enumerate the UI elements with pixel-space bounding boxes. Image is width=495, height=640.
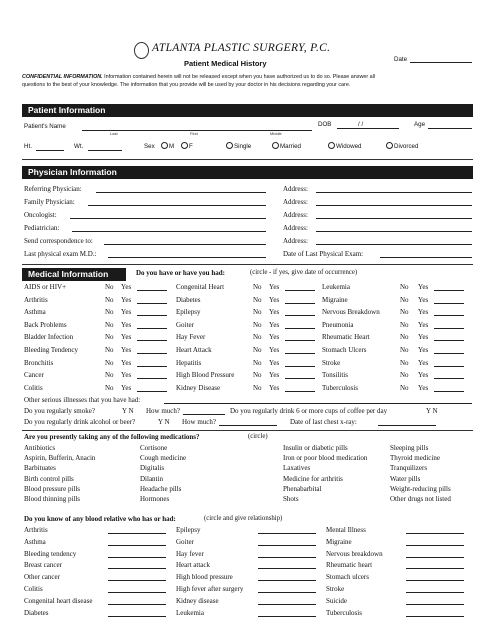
condition-yes-option[interactable]: Yes: [418, 295, 429, 304]
section-divider: [22, 430, 473, 431]
relative-condition-label[interactable]: Bleeding tendency: [24, 549, 77, 558]
weight-label: Wt.: [74, 143, 84, 150]
alcohol-how-much-label: How much?: [182, 418, 217, 426]
condition-date-field[interactable]: [434, 290, 464, 291]
condition-date-field[interactable]: [285, 391, 315, 392]
relationship-field[interactable]: [258, 592, 316, 593]
relative-condition-label[interactable]: Suicide: [326, 596, 347, 605]
medication-item[interactable]: Hormones: [140, 495, 170, 503]
relative-condition-label[interactable]: Leukemia: [176, 608, 204, 617]
relationship-field[interactable]: [108, 533, 166, 534]
condition-yes-option[interactable]: Yes: [121, 320, 132, 329]
smoke-how-much-field[interactable]: [183, 414, 225, 415]
status-widowed-option[interactable]: Widowed: [328, 142, 361, 150]
last-exam-label: Last physical exam M.D.:: [24, 250, 97, 258]
status-married-option[interactable]: Married: [272, 142, 301, 150]
other-illness-label: Other serious illnesses that you have had:: [24, 396, 141, 404]
address-field[interactable]: [316, 205, 472, 206]
relative-condition-label[interactable]: Heart attack: [176, 561, 211, 570]
condition-date-field[interactable]: [137, 328, 167, 329]
form-title: Patient Medical History: [184, 59, 267, 68]
xray-field[interactable]: [378, 425, 436, 426]
condition-label: Bladder Infection: [24, 333, 74, 342]
condition-label: Leukemia: [322, 283, 350, 291]
xray-label: Date of last chest x-ray:: [290, 418, 357, 426]
condition-label: Tonsilitis: [322, 371, 348, 380]
relative-condition-label[interactable]: Stroke: [326, 585, 345, 593]
condition-label: Heart Attack: [176, 346, 212, 354]
date-field[interactable]: [410, 62, 472, 63]
medication-item[interactable]: Cortisone: [140, 444, 168, 452]
relationship-field[interactable]: [108, 604, 166, 605]
height-label: Ht.: [24, 143, 32, 150]
relative-condition-label[interactable]: Rheumatic heart: [326, 561, 373, 570]
condition-yes-option[interactable]: Yes: [269, 358, 280, 367]
medication-item[interactable]: Weight-reducing pills: [390, 484, 451, 493]
condition-label: High Blood Pressure: [176, 371, 235, 380]
oncologist-field[interactable]: [70, 218, 266, 219]
condition-no-option[interactable]: No: [400, 295, 409, 304]
relationship-field[interactable]: [406, 533, 464, 534]
relative-condition-label[interactable]: Asthma: [24, 537, 46, 546]
condition-date-field[interactable]: [137, 290, 167, 291]
condition-yes-option[interactable]: Yes: [269, 383, 280, 392]
medication-item[interactable]: Sleeping pills: [390, 444, 429, 452]
condition-date-field[interactable]: [285, 303, 315, 304]
condition-yes-option[interactable]: Yes: [269, 346, 280, 354]
condition-date-field[interactable]: [285, 290, 315, 291]
condition-label: Migraine: [322, 295, 348, 304]
condition-yes-option[interactable]: Yes: [269, 371, 280, 380]
smoke-yn[interactable]: Y N: [122, 407, 134, 415]
address-field[interactable]: [316, 231, 472, 232]
condition-date-field[interactable]: [434, 328, 464, 329]
condition-no-option[interactable]: No: [253, 283, 262, 291]
relationship-field[interactable]: [258, 604, 316, 605]
medication-item[interactable]: Tranquilizers: [390, 464, 428, 473]
condition-label: AIDS or HIV+: [24, 283, 67, 291]
patient-name-label: Patient's Name: [24, 123, 66, 130]
dob-label: DOB: [318, 121, 332, 128]
send-corr-label: Send correspondence to:: [24, 237, 93, 245]
relationship-field[interactable]: [258, 580, 316, 581]
status-divorced-option[interactable]: Divorced: [386, 142, 418, 150]
family-field[interactable]: [88, 205, 266, 206]
section-divider: [22, 264, 473, 265]
dob-underline: [337, 128, 399, 129]
condition-label: Diabetes: [176, 295, 201, 304]
medication-item[interactable]: Headache pills: [140, 484, 182, 493]
condition-yes-option[interactable]: Yes: [418, 371, 429, 380]
condition-yes-option[interactable]: Yes: [418, 358, 429, 367]
family-label: Family Physician:: [24, 198, 75, 206]
radio-circle-icon: [272, 142, 279, 149]
condition-label: Bronchitis: [24, 358, 54, 367]
condition-date-field[interactable]: [285, 328, 315, 329]
last-exam-field[interactable]: [108, 257, 266, 258]
medication-item[interactable]: Thyroid medicine: [390, 454, 440, 463]
condition-yes-option[interactable]: Yes: [418, 346, 429, 354]
date-label: Date: [394, 56, 408, 63]
address-label: Address:: [283, 211, 308, 219]
alcohol-how-much-field[interactable]: [219, 425, 277, 426]
radio-circle-icon: [161, 142, 168, 149]
relationship-field[interactable]: [406, 580, 464, 581]
condition-no-option[interactable]: No: [400, 371, 409, 380]
medication-item[interactable]: Cough medicine: [140, 454, 187, 463]
relationship-field[interactable]: [258, 533, 316, 534]
medication-item[interactable]: Birth control pills: [24, 474, 74, 483]
condition-no-option[interactable]: No: [253, 358, 262, 367]
relative-condition-label[interactable]: Arthritis: [24, 526, 48, 534]
coffee-yn[interactable]: Y N: [426, 407, 438, 415]
condition-label: Stroke: [322, 358, 341, 367]
condition-no-option[interactable]: No: [400, 358, 409, 367]
condition-no-option[interactable]: No: [400, 308, 409, 317]
medication-item[interactable]: Dilantin: [140, 474, 163, 483]
condition-label: Rheumatic Heart: [322, 333, 370, 342]
age-label: Age: [414, 121, 426, 128]
condition-yes-option[interactable]: Yes: [269, 320, 280, 329]
condition-yes-option[interactable]: Yes: [121, 295, 132, 304]
condition-no-option[interactable]: No: [400, 320, 409, 329]
condition-label: Hepatitis: [176, 358, 202, 367]
condition-yes-option[interactable]: Yes: [418, 308, 429, 317]
medication-item[interactable]: Insulin or diabetic pills: [283, 444, 348, 452]
condition-date-field[interactable]: [434, 366, 464, 367]
condition-date-field[interactable]: [434, 391, 464, 392]
relative-condition-label[interactable]: High blood pressure: [176, 573, 233, 582]
condition-no-option[interactable]: No: [105, 308, 114, 317]
relative-condition-label[interactable]: Nervous breakdown: [326, 549, 383, 558]
medication-item[interactable]: Antibiotics: [24, 444, 56, 452]
patient-section-header: Patient Information: [22, 104, 473, 117]
medication-item[interactable]: Blood thinning pills: [24, 495, 81, 503]
condition-yes-option[interactable]: Yes: [418, 333, 429, 342]
condition-no-option[interactable]: No: [400, 346, 409, 354]
relative-condition-label[interactable]: Tuberculosis: [326, 608, 362, 617]
condition-date-field[interactable]: [434, 303, 464, 304]
condition-no-option[interactable]: No: [105, 371, 114, 380]
relative-condition-label[interactable]: Goiter: [176, 537, 194, 546]
condition-date-field[interactable]: [137, 353, 167, 354]
condition-no-option[interactable]: No: [400, 283, 409, 291]
medication-item[interactable]: Barbituates: [24, 464, 56, 473]
address-label: Address:: [283, 237, 308, 245]
relationship-field[interactable]: [108, 580, 166, 581]
smoke-how-much-label: How much?: [146, 407, 181, 415]
oncologist-label: Oncologist:: [24, 211, 57, 219]
height-field[interactable]: [36, 150, 64, 151]
medical-section-header: Medical Information: [22, 268, 126, 281]
condition-label: Tuberculosis: [322, 383, 358, 392]
confidential-line-2: questions to the best of your knowledge. The information that you provide will be used by your doctor in his decisions regarding your care.: [22, 82, 351, 88]
condition-yes-option[interactable]: Yes: [269, 295, 280, 304]
relationship-field[interactable]: [406, 616, 464, 617]
relationship-field[interactable]: [406, 568, 464, 569]
condition-date-field[interactable]: [285, 378, 315, 379]
sex-male-option[interactable]: M: [161, 142, 174, 150]
condition-yes-option[interactable]: Yes: [418, 383, 429, 392]
condition-yes-option[interactable]: Yes: [269, 283, 280, 291]
condition-yes-option[interactable]: Yes: [121, 308, 132, 317]
condition-no-option[interactable]: No: [253, 383, 262, 392]
condition-yes-option[interactable]: Yes: [418, 320, 429, 329]
condition-no-option[interactable]: No: [105, 358, 114, 367]
condition-label: Goiter: [176, 320, 194, 329]
status-single-option[interactable]: Single: [226, 142, 251, 150]
relative-condition-label[interactable]: Hay fever: [176, 549, 204, 558]
condition-no-option[interactable]: No: [105, 320, 114, 329]
condition-label: Epilepsy: [176, 308, 201, 317]
medication-item[interactable]: Digitalis: [140, 464, 165, 473]
section-divider: [22, 159, 473, 160]
relatives-question: Do you know of any blood relative who has or had:: [24, 515, 176, 523]
condition-label: Back Problems: [24, 320, 67, 329]
relative-condition-label[interactable]: Epilepsy: [176, 526, 201, 534]
relationship-field[interactable]: [406, 592, 464, 593]
relative-condition-label[interactable]: Migraine: [326, 537, 352, 546]
condition-no-option[interactable]: No: [253, 371, 262, 380]
address-label: Address:: [283, 185, 308, 193]
medications-note: (circle): [248, 433, 268, 440]
condition-label: Cancer: [24, 371, 44, 380]
condition-label: Stomach Ulcers: [322, 346, 367, 354]
condition-no-option[interactable]: No: [400, 383, 409, 392]
pediatrician-label: Pediatrician:: [24, 224, 60, 232]
condition-no-option[interactable]: No: [253, 295, 262, 304]
condition-yes-option[interactable]: Yes: [121, 371, 132, 380]
address-field[interactable]: [316, 192, 472, 193]
condition-yes-option[interactable]: Yes: [418, 283, 429, 291]
relative-condition-label[interactable]: Kidney disease: [176, 596, 219, 605]
last-exam-date-field[interactable]: [380, 257, 472, 258]
condition-yes-option[interactable]: Yes: [121, 383, 132, 392]
pediatrician-field[interactable]: [72, 231, 266, 232]
condition-no-option[interactable]: No: [105, 295, 114, 304]
other-illness-field[interactable]: [164, 403, 472, 404]
relative-condition-label[interactable]: Diabetes: [24, 608, 49, 617]
condition-no-option[interactable]: No: [253, 320, 262, 329]
relationship-field[interactable]: [258, 557, 316, 558]
condition-yes-option[interactable]: Yes: [121, 333, 132, 342]
condition-date-field[interactable]: [434, 353, 464, 354]
condition-label: Colitis: [24, 383, 43, 392]
address-field[interactable]: [316, 244, 472, 245]
medication-item[interactable]: Blood pressure pills: [24, 484, 80, 493]
first-name-caption: First: [190, 131, 198, 136]
condition-date-field[interactable]: [434, 378, 464, 379]
dob-field[interactable]: / /: [358, 121, 364, 128]
condition-no-option[interactable]: No: [400, 333, 409, 342]
weight-field[interactable]: [88, 150, 122, 151]
relative-condition-label[interactable]: Stomach ulcers: [326, 573, 369, 582]
medical-question-note: (circle - if yes, give date of occurrence): [250, 269, 358, 276]
condition-yes-option[interactable]: Yes: [121, 283, 132, 291]
last-exam-date-label: Date of Last Physical Exam:: [283, 250, 364, 258]
condition-label: Nervous Breakdown: [322, 308, 380, 317]
relative-condition-label[interactable]: Colitis: [24, 585, 43, 593]
condition-date-field[interactable]: [285, 340, 315, 341]
condition-date-field[interactable]: [137, 378, 167, 379]
last-name-caption: Last: [110, 131, 118, 136]
referring-label: Referring Physician:: [24, 185, 82, 193]
condition-label: Hay Fever: [176, 333, 206, 342]
company-name: ATLANTA PLASTIC SURGERY, P.C.: [152, 42, 331, 54]
condition-date-field[interactable]: [285, 353, 315, 354]
relationship-field[interactable]: [406, 557, 464, 558]
condition-no-option[interactable]: No: [105, 283, 114, 291]
coffee-question: Do you regularly drink 6 or more cups of coffee per day: [230, 407, 388, 415]
condition-date-field[interactable]: [137, 303, 167, 304]
condition-no-option[interactable]: No: [105, 383, 114, 392]
condition-no-option[interactable]: No: [105, 346, 114, 354]
medication-item[interactable]: Iron or poor blood medication: [283, 454, 368, 463]
relatives-note: (circle and give relationship): [204, 515, 283, 522]
relationship-field[interactable]: [108, 616, 166, 617]
age-field[interactable]: [428, 128, 472, 129]
medication-item[interactable]: Aspirin, Bufferin, Anacin: [24, 454, 96, 463]
address-label: Address:: [283, 198, 308, 206]
alcohol-question: Do you regularly drink alcohol or beer?: [24, 418, 136, 426]
relationship-field[interactable]: [108, 592, 166, 593]
medical-question: Do you have or have you had:: [136, 269, 225, 277]
middle-name-caption: Middle: [270, 131, 282, 136]
condition-date-field[interactable]: [434, 340, 464, 341]
condition-label: Congenital Heart: [176, 283, 225, 291]
relationship-field[interactable]: [258, 616, 316, 617]
condition-label: Pneumonia: [322, 320, 354, 329]
confidential-line-1: CONFIDENTIAL INFORMATION. Information contained herein will not be released except when you have authorized us to do so. Please answer all: [22, 74, 376, 80]
send-corr-field[interactable]: [104, 244, 266, 245]
physician-section-header: Physician Information: [22, 166, 473, 179]
condition-date-field[interactable]: [137, 366, 167, 367]
address-label: Address:: [283, 224, 308, 232]
medication-item[interactable]: Other drugs not listed: [390, 495, 451, 503]
condition-date-field[interactable]: [285, 315, 315, 316]
radio-circle-icon: [328, 142, 335, 149]
relative-condition-label[interactable]: Other cancer: [24, 573, 60, 582]
condition-no-option[interactable]: No: [253, 346, 262, 354]
smoke-question: Do you regularly smoke?: [24, 407, 95, 415]
sex-female-option[interactable]: F: [181, 142, 193, 150]
condition-date-field[interactable]: [137, 391, 167, 392]
condition-no-option[interactable]: No: [253, 333, 262, 342]
condition-yes-option[interactable]: Yes: [121, 346, 132, 354]
condition-label: Arthritis: [24, 295, 48, 304]
condition-date-field[interactable]: [137, 340, 167, 341]
relationship-field[interactable]: [258, 545, 316, 546]
medication-item[interactable]: Laxatives: [283, 464, 311, 473]
radio-circle-icon: [181, 142, 188, 149]
address-field[interactable]: [316, 218, 472, 219]
relative-condition-label[interactable]: Congenital heart disease: [24, 596, 93, 605]
condition-yes-option[interactable]: Yes: [121, 358, 132, 367]
medications-question: Are you presently taking any of the following medications?: [24, 433, 200, 441]
relationship-field[interactable]: [108, 568, 166, 569]
condition-yes-option[interactable]: Yes: [269, 333, 280, 342]
alcohol-yn[interactable]: Y N: [158, 418, 170, 426]
condition-date-field[interactable]: [434, 315, 464, 316]
practice-logo-icon: [134, 42, 149, 59]
condition-label: Kidney Disease: [176, 383, 221, 392]
relative-condition-label[interactable]: High fever after surgery: [176, 585, 244, 593]
relationship-field[interactable]: [406, 604, 464, 605]
relationship-field[interactable]: [108, 557, 166, 558]
condition-label: Bleeding Tendency: [24, 346, 79, 354]
condition-no-option[interactable]: No: [253, 308, 262, 317]
radio-circle-icon: [226, 142, 233, 149]
sex-label: Sex: [144, 143, 155, 150]
radio-circle-icon: [386, 142, 393, 149]
condition-label: Asthma: [24, 308, 46, 317]
relative-condition-label[interactable]: Mental Illness: [326, 526, 366, 534]
referring-field[interactable]: [96, 192, 266, 193]
relationship-field[interactable]: [258, 568, 316, 569]
condition-yes-option[interactable]: Yes: [269, 308, 280, 317]
condition-date-field[interactable]: [285, 366, 315, 367]
medication-item[interactable]: Medicine for arthritis: [283, 474, 343, 483]
medication-item[interactable]: Water pills: [390, 474, 421, 483]
condition-date-field[interactable]: [137, 315, 167, 316]
medication-item[interactable]: Shots: [283, 495, 299, 503]
medication-item[interactable]: Phenabarbital: [283, 484, 322, 493]
relative-condition-label[interactable]: Breast cancer: [24, 561, 62, 570]
relationship-field[interactable]: [108, 545, 166, 546]
condition-no-option[interactable]: No: [105, 333, 114, 342]
relationship-field[interactable]: [406, 545, 464, 546]
